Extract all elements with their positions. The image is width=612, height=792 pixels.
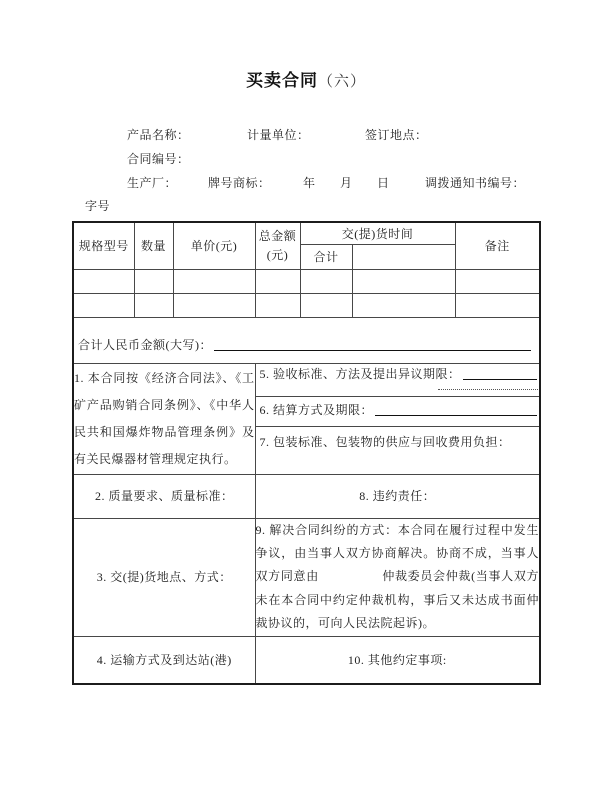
page-title [0,66,612,91]
field-label-brand-trademark: 牌号商标： [208,176,271,190]
table-cell-empty [173,269,255,293]
clause-5-blank-line-2 [438,382,538,390]
field-label-month: 月 [340,176,353,190]
col-header-remark: 备注 [455,222,540,269]
field-label-contract-no: 合同编号： [127,152,190,166]
field-label-measure-unit: 计量单位： [247,128,310,142]
field-label-manufacturer: 生产厂： [127,176,178,190]
table-row-empty-2 [73,293,540,317]
total-amount-line2: (元) [266,247,289,262]
clause-9-dispute-resolution: 9. 解决合同纠纷的方式：本合同在履行过程中发生争议，由当事人双方协商解决。协商不成，当事人双方同意由 仲裁委员会仲裁(当事人双方未在本合同中约定仲裁机构，事后又未达成书面仲裁协议的，可向人民法院起诉)。 [255,518,540,636]
col-header-quantity: 数量 [134,222,173,269]
col-header-delivery-blank [352,244,455,269]
table-cell-empty [352,293,455,317]
table-cell-empty [173,293,255,317]
col-header-unit-price: 单价(元) [173,222,255,269]
contract-title-number: （六） [317,74,366,90]
clause-6-label: 6. 结算方式及期限： [259,402,374,417]
table-cell-empty [255,269,300,293]
table-row-empty-1 [73,269,540,293]
contract-table [72,221,541,685]
clause-3-delivery-place-method: 3. 交(提)货地点、方式： [73,518,255,636]
clause-6-settlement-method [256,397,540,427]
field-label-transfer-notice-no: 调拨通知书编号： [425,176,526,190]
table-cell-empty [73,269,134,293]
clause-5-acceptance-standard [256,364,540,397]
total-amount-line1: 总金额 [258,229,297,244]
clause-5-label: 5. 验收标准、方法及提出异议期限： [259,366,461,381]
clause-4-transport-method: 4. 运输方式及到达站(港) [73,636,255,684]
clause-10-other-agreed-items: 10. 其他约定事项: [255,636,540,684]
field-label-zihao: 字号 [85,199,111,213]
field-label-day: 日 [377,176,390,190]
table-cell-empty [300,293,352,317]
clause-5-blank-line [463,375,537,380]
table-cell-empty [134,269,173,293]
field-label-year: 年 [303,176,316,190]
table-cell-empty [352,269,455,293]
col-header-spec-model: 规格型号 [73,222,134,269]
total-caps-blank-line [214,346,531,351]
table-cell-empty [255,293,300,317]
contract-title: 买卖合同 [245,71,318,90]
col-header-total-amount [255,222,300,269]
table-cell-empty [455,293,540,317]
table-cell-empty [300,269,352,293]
total-caps-label: 合计人民币金额(大写)： [78,337,212,352]
clause-2-quality-requirements: 2. 质量要求、质量标准： [73,474,255,518]
clause-8-breach-liability: 8. 违约责任： [255,474,540,518]
table-cell-empty [134,293,173,317]
col-header-delivery-time: 交(提)货时间 [300,222,455,244]
field-label-product-name: 产品名称： [127,128,190,142]
table-cell-empty [73,293,134,317]
clauses-5-6-7-cell [255,363,540,474]
col-header-subtotal: 合计 [300,244,352,269]
table-cell-empty [455,269,540,293]
clause-7-packaging-standard: 7. 包装标准、包装物的供应与回收费用负担： [259,434,511,449]
clause-1-execution-basis: 1. 本合同按《经济合同法》、《工矿产品购销合同条例》、《中华人民共和国爆炸物品管理条例》及有关民爆器材管理规定执行。 [73,363,255,474]
total-amount-caps-row [73,317,540,363]
clause-6-blank-line [375,411,537,416]
field-label-signing-place: 签订地点： [365,128,428,142]
